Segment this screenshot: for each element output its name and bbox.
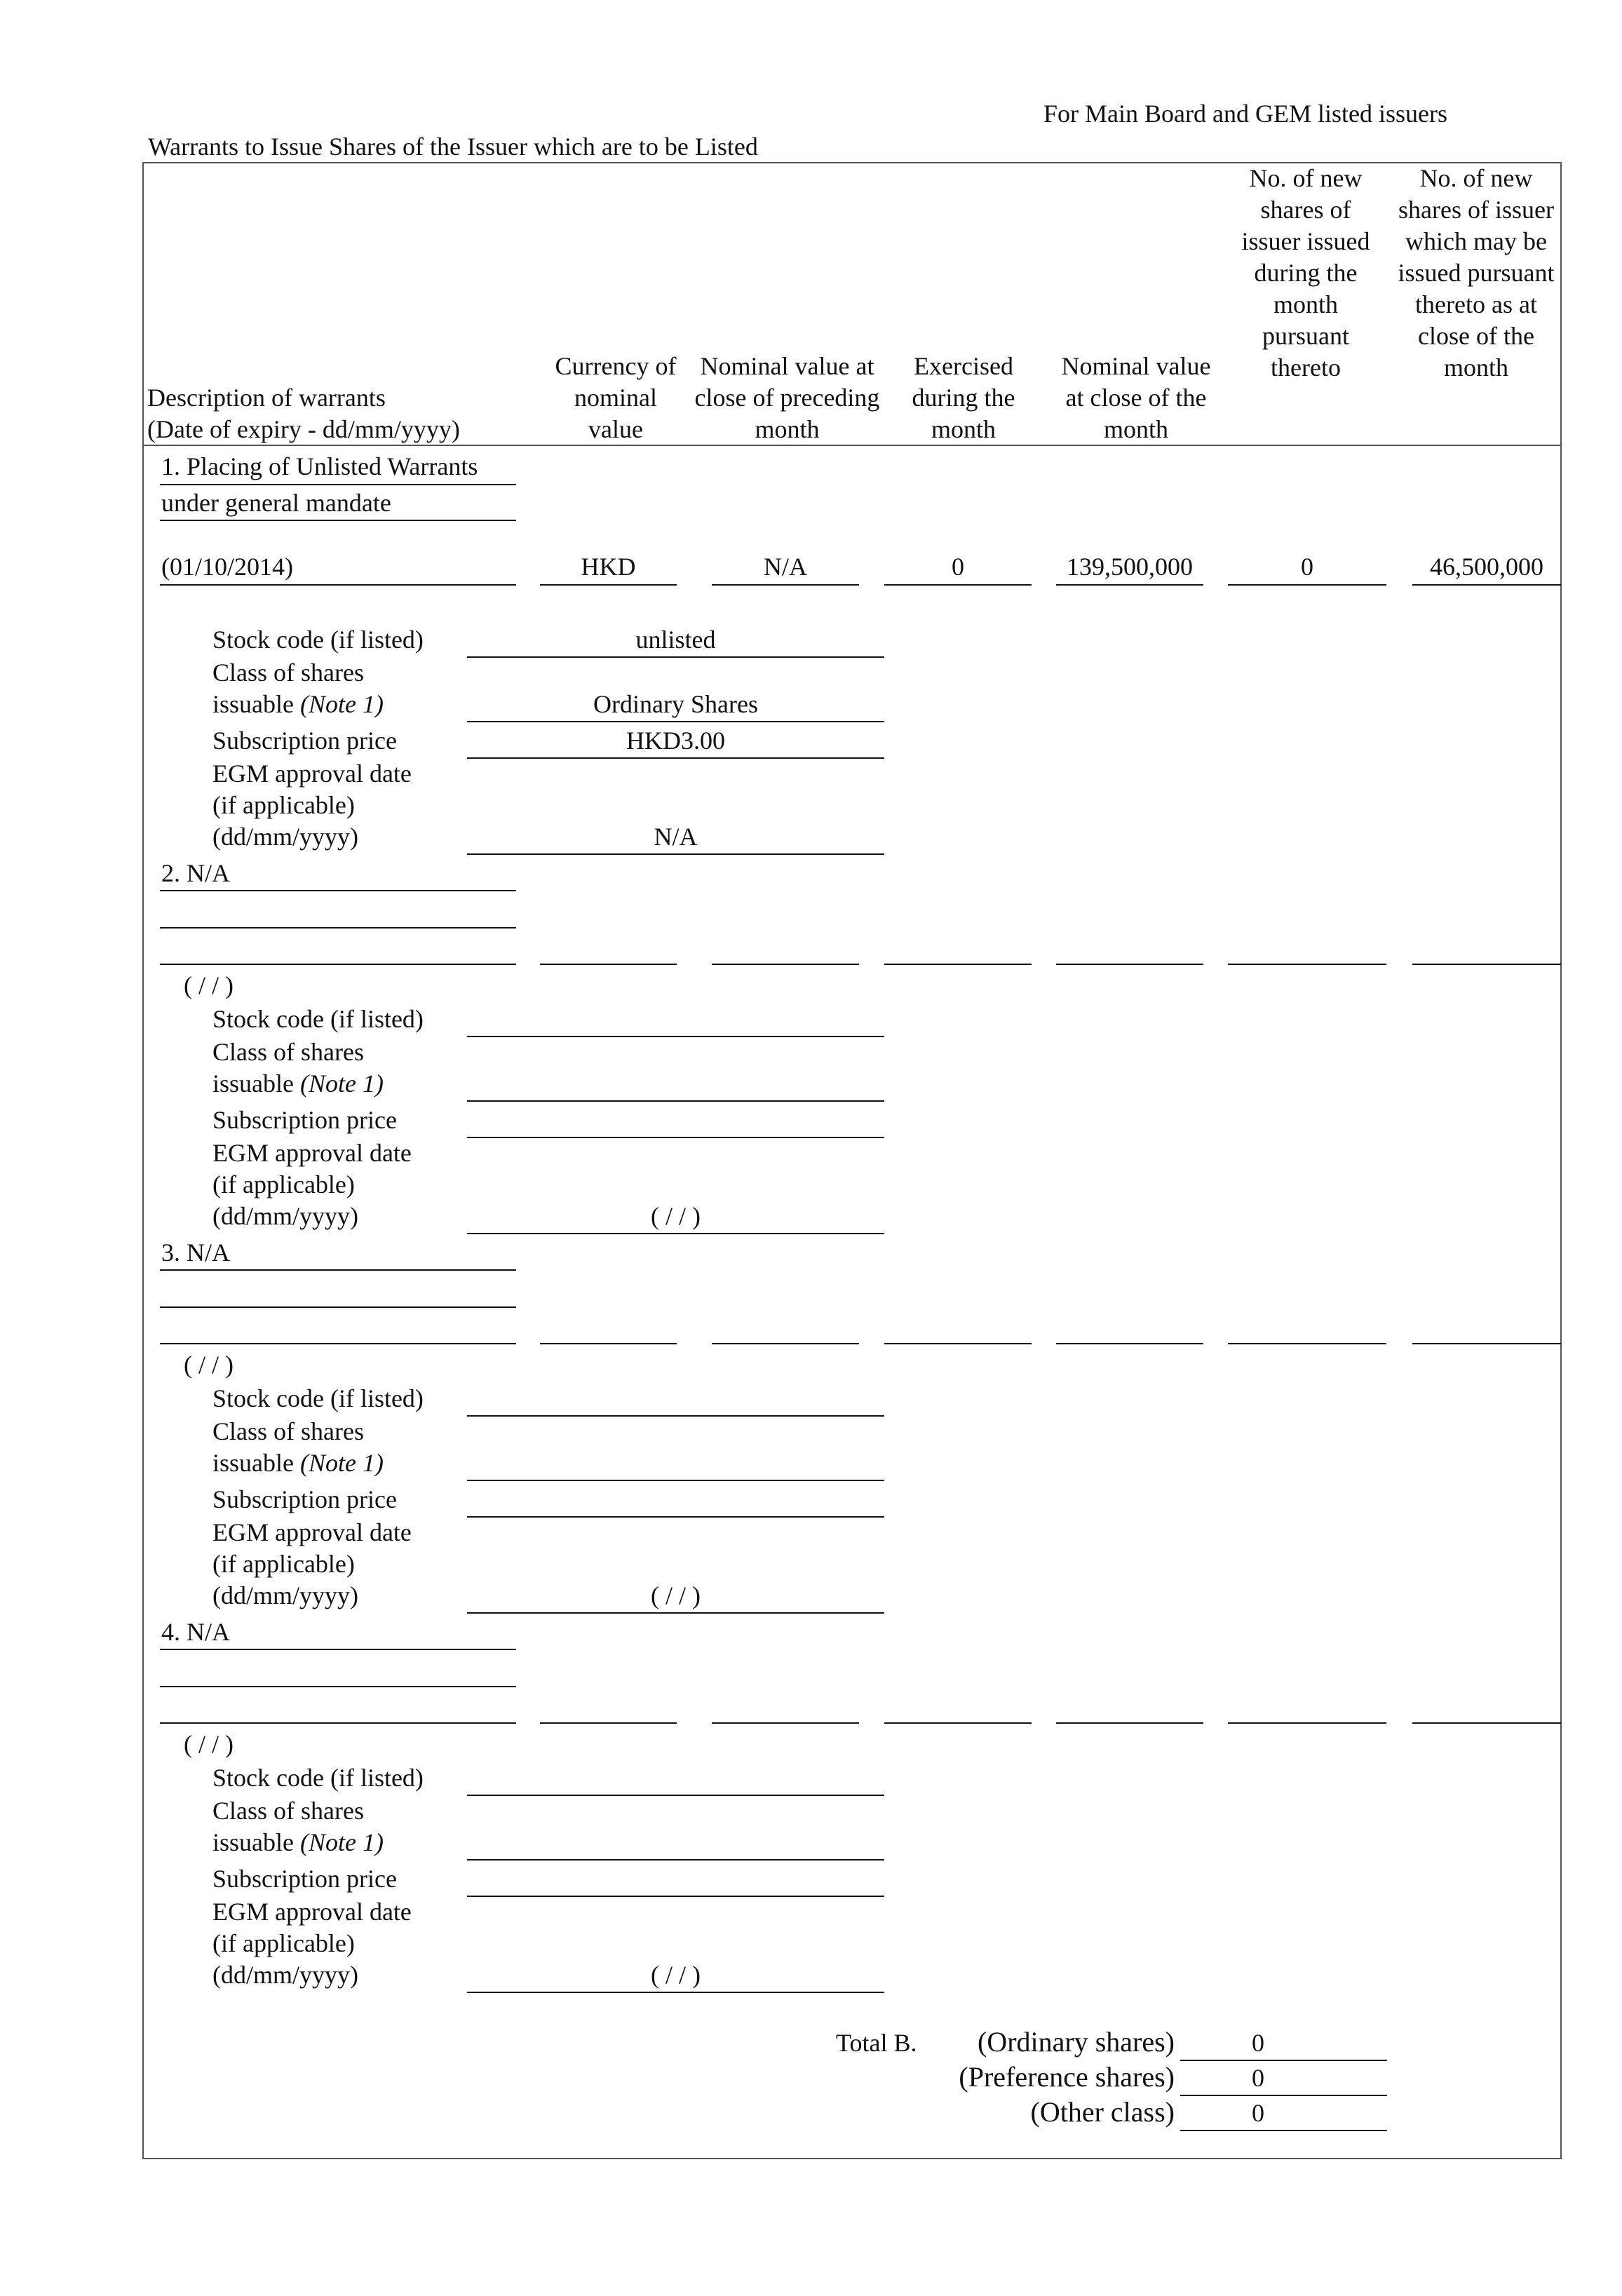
underline xyxy=(1180,2060,1387,2061)
underline xyxy=(540,1722,677,1724)
warrant-1-description-line2: under general mandate xyxy=(161,489,391,517)
warrant-1-issued: 0 xyxy=(1301,553,1313,581)
egm-approval-label: EGM approval date xyxy=(212,1518,412,1546)
underline xyxy=(160,1722,516,1724)
header-divider xyxy=(143,445,1561,446)
header-issued-during-month: No. of new shares of issuer issued during the month pursuant thereto xyxy=(1241,164,1370,381)
underline xyxy=(160,520,516,521)
underline xyxy=(160,927,516,928)
underline xyxy=(712,1722,859,1724)
underline xyxy=(1228,584,1386,586)
underline xyxy=(467,1992,884,1993)
class-of-shares-label-2: issuable (Note 1) xyxy=(212,1828,384,1856)
underline xyxy=(467,853,884,855)
underline xyxy=(467,757,884,759)
underline xyxy=(467,1137,884,1138)
warrant-2-egm-date-blank: ( / / ) xyxy=(651,1202,701,1230)
warrant-1-class-of-shares: Ordinary Shares xyxy=(593,690,758,718)
subscription-price-label: Subscription price xyxy=(212,1106,397,1134)
total-ordinary-label: (Ordinary shares) xyxy=(978,2026,1175,2058)
warrant-1-nominal-preceding: N/A xyxy=(764,553,807,581)
underline xyxy=(467,656,884,658)
total-preference-value: 0 xyxy=(1252,2064,1264,2092)
underline xyxy=(467,1233,884,1234)
warrant-3-description: 3. N/A xyxy=(161,1238,230,1267)
underline xyxy=(467,1896,884,1897)
underline xyxy=(712,964,859,965)
underline xyxy=(1056,584,1203,586)
underline xyxy=(1056,1722,1203,1724)
underline xyxy=(160,964,516,965)
subscription-price-label: Subscription price xyxy=(212,1865,397,1893)
underline xyxy=(160,1686,516,1687)
egm-approval-label: EGM approval date xyxy=(212,1139,412,1167)
underline xyxy=(1412,584,1561,586)
underline xyxy=(884,1343,1032,1344)
egm-approval-label-3: (dd/mm/yyyy) xyxy=(212,823,358,851)
class-of-shares-label-2: issuable (Note 1) xyxy=(212,1449,384,1477)
header-may-be-issued: No. of new shares of issuer which may be issued pursuant thereto as at close of the month xyxy=(1398,164,1555,381)
underline xyxy=(467,1100,884,1102)
egm-approval-label-3: (dd/mm/yyyy) xyxy=(212,1202,358,1230)
header-description: Description of warrants xyxy=(147,384,386,412)
egm-approval-label-2: (if applicable) xyxy=(212,1170,355,1198)
total-ordinary-value: 0 xyxy=(1252,2029,1264,2057)
underline xyxy=(467,1480,884,1481)
header-currency: Currency of nominal value xyxy=(555,352,677,443)
warrant-4-egm-date-blank: ( / / ) xyxy=(651,1961,701,1989)
underline xyxy=(467,1516,884,1518)
warrant-1-stock-code: unlisted xyxy=(635,626,716,654)
underline xyxy=(1228,964,1386,965)
header-exercised: Exercised during the month xyxy=(912,352,1015,443)
warrant-3-egm-date-blank: ( / / ) xyxy=(651,1581,701,1609)
underline xyxy=(160,890,516,891)
warrant-1-exercised: 0 xyxy=(952,553,964,581)
underline xyxy=(160,1306,516,1308)
egm-approval-label: EGM approval date xyxy=(212,759,412,788)
underline xyxy=(540,584,677,586)
header-date-of-expiry: (Date of expiry - dd/mm/yyyy) xyxy=(147,415,460,443)
header-nominal-preceding: Nominal value at close of preceding month xyxy=(694,352,880,443)
underline xyxy=(467,1859,884,1861)
total-b-label: Total B. xyxy=(836,2029,917,2057)
underline xyxy=(160,484,516,485)
warrant-1-expiry: (01/10/2014) xyxy=(161,553,293,581)
class-of-shares-label: Class of shares xyxy=(212,1038,364,1066)
stock-code-label: Stock code (if listed) xyxy=(212,1764,424,1792)
class-of-shares-label: Class of shares xyxy=(212,1797,364,1825)
underline xyxy=(712,1343,859,1344)
underline xyxy=(540,964,677,965)
underline xyxy=(467,1795,884,1796)
egm-approval-label-2: (if applicable) xyxy=(212,1550,355,1578)
stock-code-label: Stock code (if listed) xyxy=(212,1384,424,1412)
underline xyxy=(1056,1343,1203,1344)
class-of-shares-label-2: issuable (Note 1) xyxy=(212,690,384,718)
underline xyxy=(884,964,1032,965)
class-of-shares-label-2: issuable (Note 1) xyxy=(212,1069,384,1098)
underline xyxy=(712,584,859,586)
warrant-1-nominal-close: 139,500,000 xyxy=(1067,553,1193,581)
underline xyxy=(884,584,1032,586)
header-nominal-close: Nominal value at close of the month xyxy=(1061,352,1211,443)
warrant-1-subscription-price: HKD3.00 xyxy=(626,727,725,755)
underline xyxy=(160,1269,516,1271)
underline xyxy=(160,1343,516,1344)
egm-approval-label-3: (dd/mm/yyyy) xyxy=(212,1961,358,1989)
total-preference-label: (Preference shares) xyxy=(959,2061,1175,2093)
total-other-label: (Other class) xyxy=(1030,2096,1175,2128)
underline xyxy=(884,1722,1032,1724)
class-of-shares-label: Class of shares xyxy=(212,659,364,687)
warrant-1-description-line1: 1. Placing of Unlisted Warrants xyxy=(161,452,478,480)
warrant-2-description: 2. N/A xyxy=(161,859,230,887)
warrant-1-currency: HKD xyxy=(581,553,636,581)
subscription-price-label: Subscription price xyxy=(212,727,397,755)
egm-approval-label-3: (dd/mm/yyyy) xyxy=(212,1581,358,1609)
underline xyxy=(467,1612,884,1614)
underline xyxy=(160,1649,516,1650)
underline xyxy=(467,721,884,722)
warrant-2-expiry-blank: ( / / ) xyxy=(184,971,234,999)
egm-approval-label-2: (if applicable) xyxy=(212,791,355,819)
underline xyxy=(1412,1722,1561,1724)
underline xyxy=(1412,964,1561,965)
underline xyxy=(540,1343,677,1344)
underline xyxy=(1228,1343,1386,1344)
egm-approval-label-2: (if applicable) xyxy=(212,1929,355,1957)
underline xyxy=(1180,2130,1387,2131)
underline xyxy=(1228,1722,1386,1724)
warrant-4-expiry-blank: ( / / ) xyxy=(184,1730,234,1758)
class-of-shares-label: Class of shares xyxy=(212,1417,364,1445)
section-title: Warrants to Issue Shares of the Issuer which are to be Listed xyxy=(148,133,758,161)
subscription-price-label: Subscription price xyxy=(212,1485,397,1513)
underline xyxy=(1412,1343,1561,1344)
underline xyxy=(1056,964,1203,965)
underline xyxy=(467,1036,884,1037)
warrant-4-description: 4. N/A xyxy=(161,1618,230,1646)
warrant-1-egm-date: N/A xyxy=(654,823,698,851)
stock-code-label: Stock code (if listed) xyxy=(212,626,424,654)
underline xyxy=(467,1415,884,1417)
stock-code-label: Stock code (if listed) xyxy=(212,1005,424,1033)
warrant-3-expiry-blank: ( / / ) xyxy=(184,1351,234,1379)
total-other-value: 0 xyxy=(1252,2099,1264,2127)
underline xyxy=(1180,2095,1387,2096)
egm-approval-label: EGM approval date xyxy=(212,1898,412,1926)
underline xyxy=(160,584,516,586)
form-type-label: For Main Board and GEM listed issuers xyxy=(1043,100,1447,128)
warrant-1-may-issue: 46,500,000 xyxy=(1430,553,1543,581)
